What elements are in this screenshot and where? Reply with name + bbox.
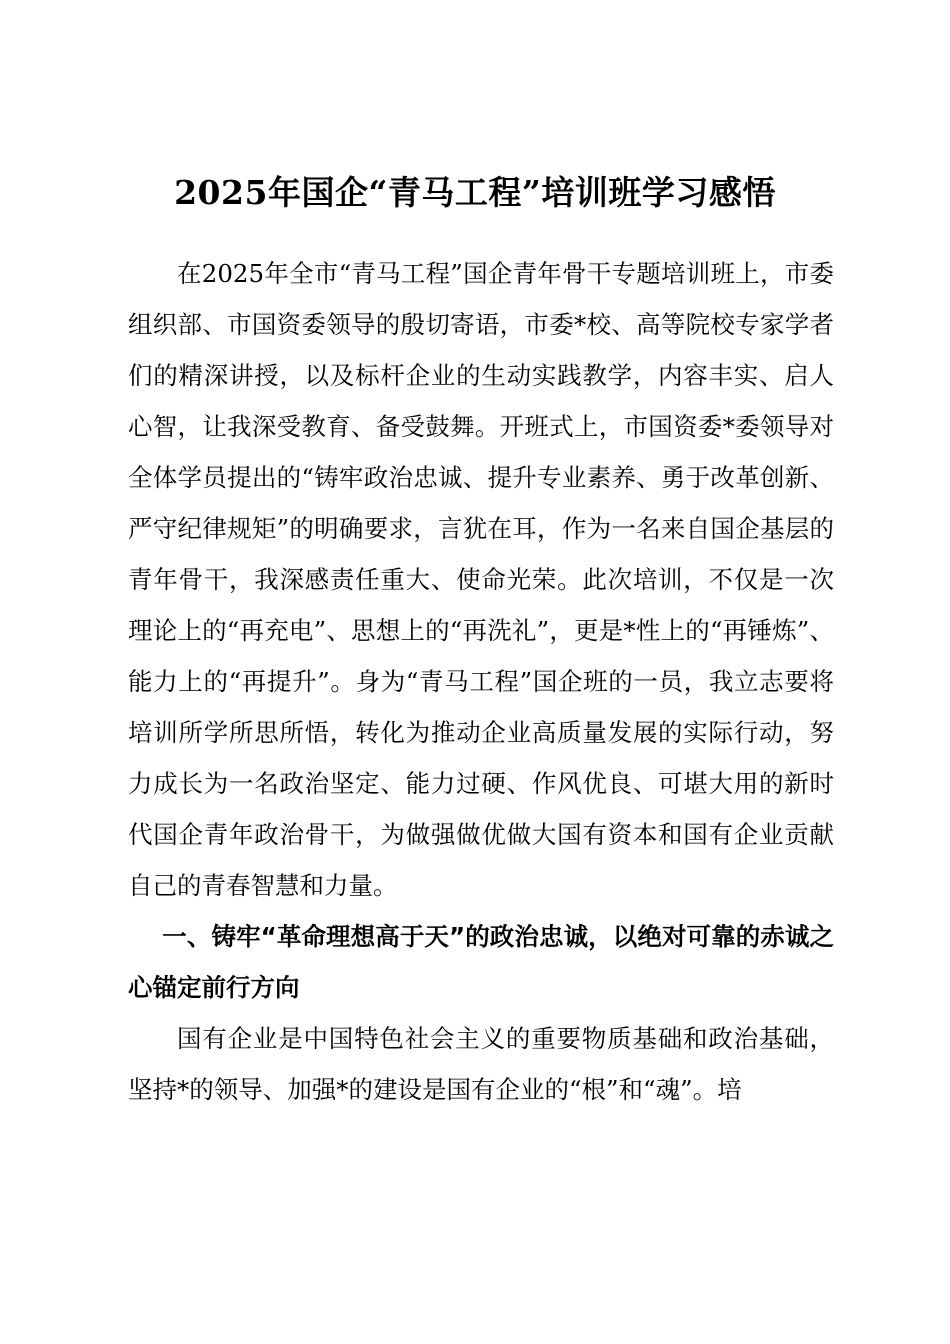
intro-paragraph: 在2025年全市“青马工程”国企青年骨干专题培训班上，市委组织部、市国资委领导的殷切寄语，市委*校、高等院校专家学者们的精深讲授，以及标杆企业的生动实践教学，内容丰实、启人心智，让我深受教育、备受鼓舞。开班式上，市国资委*委领导对全体学员提出的“铸牢政治忠诚、提升专业素养、勇于改革创新、严守纪律规矩”的明确要求，言犹在耳，作为一名来自国企基层的青年骨干，我深感责任重大、使命光荣。此次培训，不仅是一次理论上的“再充电”、思想上的“再洗礼”，更是*性上的“再锤炼”、能力上的“再提升”。身为“青马工程”国企班的一员，我立志要将培训所学所思所悟，转化为推动企业高质量发展的实际行动，努力成长为一名政治坚定、能力过硬、作风优良、可堪大用的新时代国企青年政治骨干，为做强做优做大国有资本和国有企业贡献自己的青春智慧和力量。 xyxy=(128,259,834,900)
document-body xyxy=(128,248,834,1115)
document-title: 2025年国企“青马工程”培训班学习感悟 xyxy=(174,173,776,212)
section-heading-1: 一、铸牢“革命理想高于天”的政治忠诚，以绝对可靠的赤诚之心锚定前行方向 xyxy=(128,922,834,1002)
section-1-paragraph: 国有企业是中国特色社会主义的重要物质基础和政治基础，坚持*的领导、加强*的建设是国有企业的“根”和“魂”。培 xyxy=(128,1024,834,1104)
